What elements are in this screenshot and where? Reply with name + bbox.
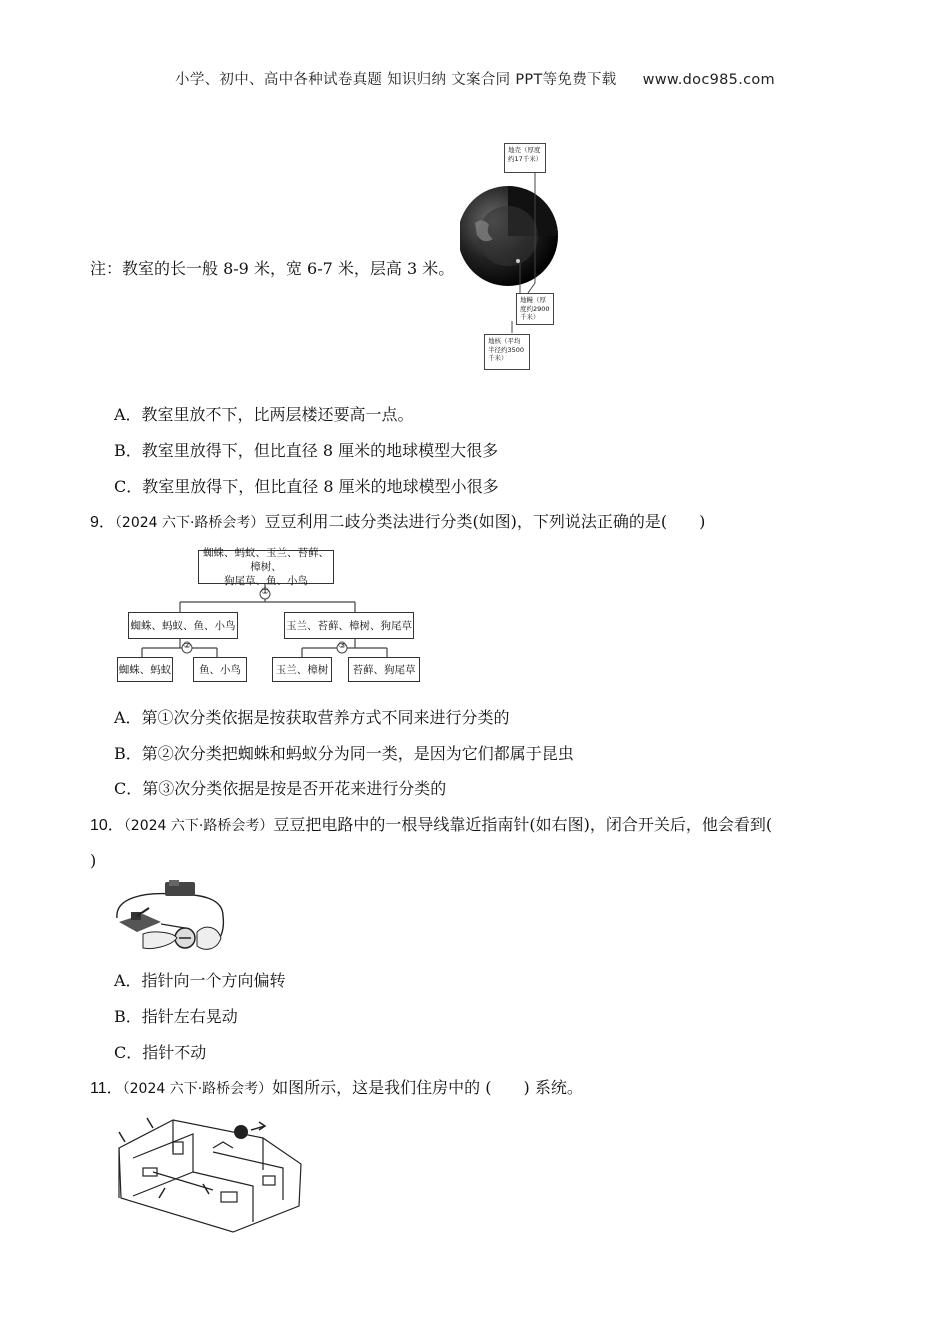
tree-leaf-1: 蜘蛛、蚂蚁 [117, 657, 173, 682]
q8-option-b: B．教室里放得下，但比直径 8 厘米的地球模型大很多 [114, 441, 499, 460]
earth-structure-figure [460, 143, 590, 371]
q9-option-a: A．第①次分类依据是按获取营养方式不同来进行分类的 [114, 708, 510, 727]
tree-leaf-4: 苔藓、狗尾草 [348, 657, 420, 682]
q10-stem: 豆豆把电路中的一根导线靠近指南针(如右图)，闭合开关后，他会看到( [273, 815, 773, 834]
earth-label-core: 地核（平均半径约3500千米） [484, 334, 530, 370]
q9-number: 9． [90, 514, 115, 531]
q9-source: （2024 六下·路桥会考） [114, 515, 265, 531]
q11-stem: 如图所示，这是我们住房中的 ( ) 系统。 [272, 1078, 583, 1097]
tree-step-2: ② [183, 641, 192, 651]
circuit-compass-figure [113, 880, 235, 956]
house-system-figure [113, 1112, 305, 1234]
tree-right-node: 玉兰、苔藓、樟树、狗尾草 [284, 612, 414, 639]
q9-stem-line [90, 511, 705, 534]
q11-source: （2024 六下·路桥会考） [122, 1081, 273, 1097]
q10-number: 10． [90, 817, 124, 834]
circuit-image [113, 880, 235, 956]
q11-stem-line [90, 1077, 583, 1100]
q10-option-b: B．指针左右晃动 [114, 1007, 238, 1026]
classification-tree [112, 546, 442, 688]
q10-source: （2024 六下·路桥会考） [123, 818, 274, 834]
q10-stem-cont: ) [90, 851, 97, 870]
earth-label-mantle: 地幔（厚度约2900千米） [516, 293, 554, 325]
q9-stem: 豆豆利用二歧分类法进行分类(如图)，下列说法正确的是( ) [264, 512, 706, 531]
tree-leaf-2: 鱼、小鸟 [193, 657, 247, 682]
q8-option-c: C．教室里放得下，但比直径 8 厘米的地球模型小很多 [114, 477, 499, 496]
tree-root [198, 547, 334, 587]
header-url[interactable]: www.doc985.com [642, 72, 775, 88]
house-image [113, 1112, 305, 1234]
tree-root-line2: 狗尾草、鱼、小鸟 [224, 575, 308, 587]
tree-step-1: ① [261, 587, 270, 597]
q8-note: 注：教室的长一般 8-9 米，宽 6-7 米，层高 3 米。 [90, 259, 455, 278]
q8-option-a: A．教室里放不下，比两层楼还要高一点。 [114, 405, 414, 424]
tree-left-node: 蜘蛛、蚂蚁、鱼、小鸟 [128, 612, 238, 639]
page-header [0, 68, 950, 89]
tree-leaf-3: 玉兰、樟树 [272, 657, 332, 682]
q10-stem-line [90, 814, 772, 837]
tree-root-line1: 蜘蛛、蚂蚁、玉兰、苔藓、樟树、 [203, 547, 329, 573]
earth-label-crust: 地壳（厚度约17千米） [504, 143, 546, 173]
q10-option-c: C．指针不动 [114, 1043, 207, 1062]
q11-number: 11． [90, 1080, 123, 1097]
q10-option-a: A．指针向一个方向偏转 [114, 971, 286, 990]
q9-option-c: C．第③次分类依据是按是否开花来进行分类的 [114, 779, 447, 798]
tree-step-3: ③ [338, 641, 347, 651]
q9-option-b: B．第②次分类把蜘蛛和蚂蚁分为同一类，是因为它们都属于昆虫 [114, 744, 574, 763]
header-text: 小学、初中、高中各种试卷真题 知识归纳 文案合同 PPT等免费下载 [175, 72, 617, 88]
